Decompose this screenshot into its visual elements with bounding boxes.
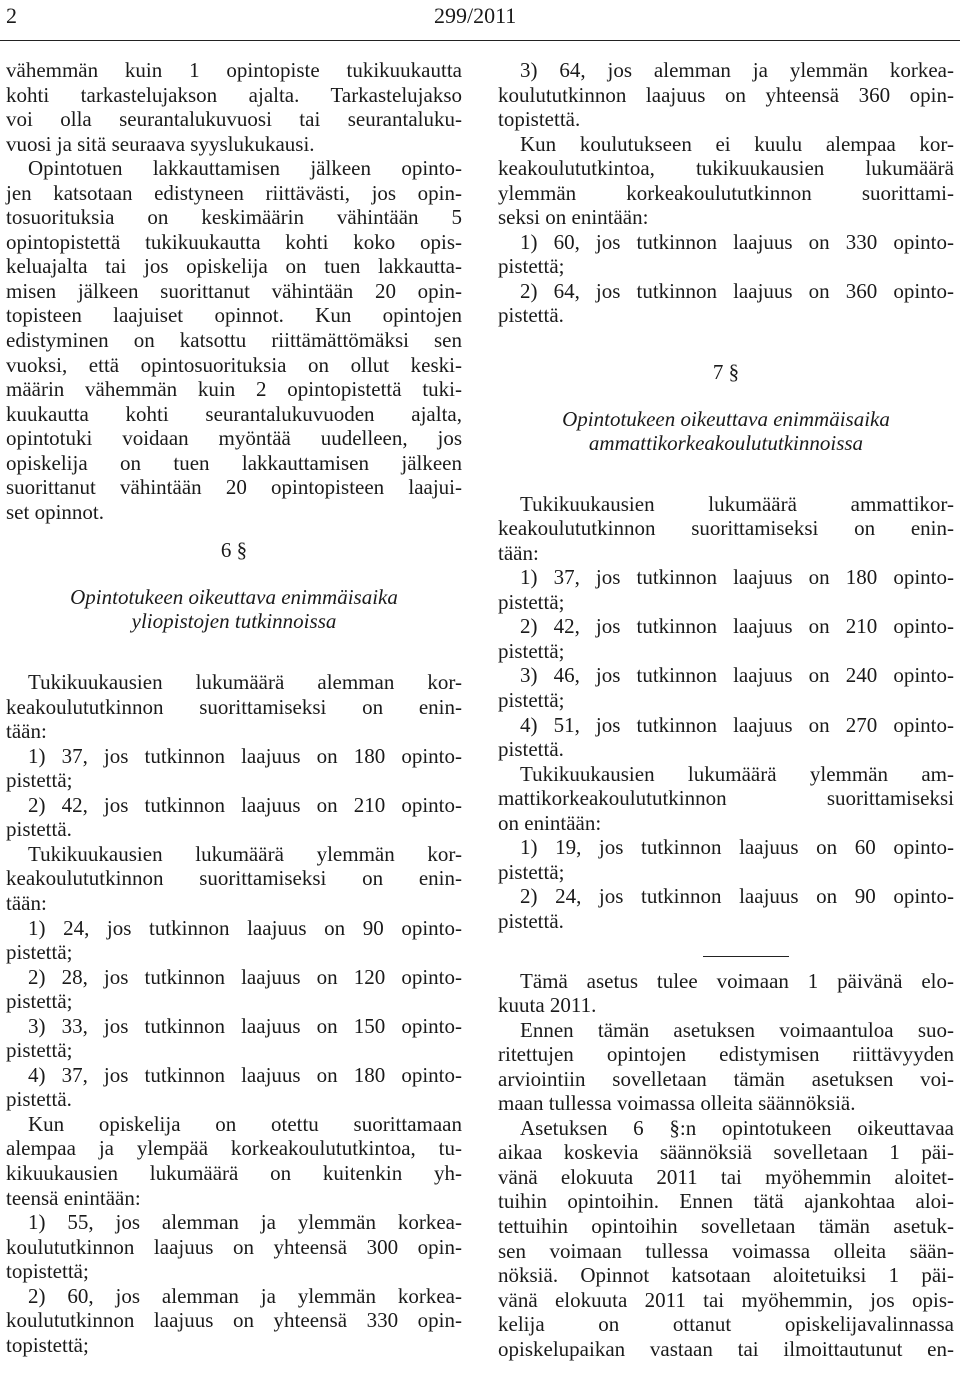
section-title: Opintotukeen oikeuttava enimmäisaika <box>562 406 890 431</box>
list-item-cont: koulututkinnon laajuus on yhteensä 300 opin- <box>6 1234 462 1259</box>
text-line: tään: <box>6 719 47 744</box>
text-line: suorittanut vähintään 20 opintopisteen laajui- <box>6 475 462 500</box>
text-line: keakoulututkintoa, tukikuukausien lukumäärä <box>498 156 954 181</box>
text-line: keakoulututkinnon suorittamiseksi on enin- <box>6 866 462 891</box>
list-item: 2) 42, jos tutkinnon laajuus on 210 opinto- <box>520 614 954 639</box>
text-line: Tukikuukausien lukumäärä ammattikor- <box>520 491 954 516</box>
section-title: yliopistojen tutkinnoissa <box>131 609 337 634</box>
text-line: Tukikuukausien lukumäärä ylemmän kor- <box>28 841 462 866</box>
paragraph <box>6 842 462 916</box>
text-line: aikaa koskevia säännöksiä sovelletaan 1 päi- <box>498 1140 954 1165</box>
list-item-cont: pistettä. <box>6 817 72 842</box>
paragraph <box>498 132 954 230</box>
paragraph <box>6 156 462 524</box>
list <box>6 916 462 1112</box>
list-item: 1) 55, jos alemman ja ylemmän korkea- <box>28 1210 462 1235</box>
list-item: 1) 37, jos tutkinnon laajuus on 180 opinto- <box>520 565 954 590</box>
paragraph <box>498 1116 954 1361</box>
text-line: kikuukausien lukumäärä on kuitenkin yh- <box>6 1160 462 1185</box>
text-line: keakoulututkinnon suorittamiseksi on enin- <box>6 694 462 719</box>
list-item-cont: topistettä; <box>6 1332 89 1357</box>
text-line: Ennen tämän asetuksen voimaantuloa suo- <box>520 1017 954 1042</box>
list-item: 2) 60, jos alemman ja ylemmän korkea- <box>28 1283 462 1308</box>
text-line: keakoulututkinnon suorittamiseksi on enin- <box>498 516 954 541</box>
text-line: vänä elokuuta 2011 tai myöhemmin aloitet- <box>498 1164 954 1189</box>
section-title: ammattikorkeakoulututkinnoissa <box>588 431 864 456</box>
text-line: edistyminen on katsottu riittämättömäksi sen <box>6 328 462 353</box>
page-number: 2 <box>6 3 17 28</box>
text-line: tosuorituksia on keskimäärin vähintään 5 <box>6 205 462 230</box>
text-line: Opintotuen lakkauttamisen jälkeen opinto- <box>28 156 462 181</box>
left-column <box>6 58 462 1357</box>
section-number: 7 § <box>712 360 740 385</box>
list <box>498 230 954 328</box>
list-item: 3) 64, jos alemman ja ylemmän korkea- <box>520 58 954 82</box>
list-item-cont: pistettä; <box>6 1038 73 1063</box>
text-line: set opinnot. <box>6 499 104 524</box>
list-item-cont: pistettä. <box>498 908 564 933</box>
paragraph <box>6 58 462 156</box>
paragraph <box>6 1112 462 1210</box>
list-item: 4) 51, jos tutkinnon laajuus on 270 opinto- <box>520 712 954 737</box>
text-line: alempaa ja ylempää korkeakoulututkintoa, tu- <box>6 1136 462 1161</box>
text-line: seksi on enintään: <box>498 205 649 230</box>
text-line: Tukikuukausien lukumäärä alemman kor- <box>28 670 462 695</box>
list <box>6 744 462 842</box>
list-item-cont: koulututkinnon laajuus on yhteensä 330 opin- <box>6 1308 462 1333</box>
text-line: tettuihin opintoihin sovelletaan tämän asetuk- <box>498 1213 954 1238</box>
list-item: 1) 24, jos tutkinnon laajuus on 90 opinto- <box>28 915 462 940</box>
text-line: opiskelupaikan vastaan tai ilmoittautunut en- <box>498 1336 954 1361</box>
text-line: kohti tarkastelujakson ajalta. Tarkastelujakso <box>6 82 462 107</box>
list-item-cont: topistettä. <box>498 107 581 132</box>
text-line: vähemmän kuin 1 opintopiste tukikuukautta <box>6 58 462 82</box>
text-line: sen voimaan tullessa voimassa olleita sään- <box>498 1238 954 1263</box>
text-line: vuosi ja sitä seuraava syyslukukausi. <box>6 131 315 156</box>
list-item: 1) 19, jos tutkinnon laajuus on 60 opinto- <box>520 835 954 860</box>
text-line: vänä elokuuta 2011 tai myöhemmin, jos opis- <box>498 1287 954 1312</box>
list-item: 1) 37, jos tutkinnon laajuus on 180 opinto- <box>28 743 462 768</box>
list-item-cont: pistettä. <box>6 1087 72 1112</box>
paragraph <box>498 492 954 566</box>
text-line: tuihin opintoihin. Ennen tätä ajankohtaa aloi- <box>498 1189 954 1214</box>
text-line: opintotuki voidaan myöntää uudelleen, jos <box>6 426 462 451</box>
text-line: nöksiä. Opinnot katsotaan aloitetuiksi 1 päi- <box>498 1263 954 1288</box>
list-item-cont: pistettä; <box>498 688 565 713</box>
list-item-cont: koulututkinnon laajuus on yhteensä 360 opin- <box>498 82 954 107</box>
text-line: teensä enintään: <box>6 1185 141 1210</box>
list-item-cont: pistettä; <box>498 638 565 663</box>
text-line: ylemmän korkeakoulututkinnon suorittami- <box>498 180 954 205</box>
list <box>498 835 954 933</box>
text-line: keluajalta tai jos opiskelija on tuen lakkautta- <box>6 254 462 279</box>
list <box>6 1210 462 1357</box>
text-line: tään: <box>498 540 539 565</box>
text-line: jen katsotaan edistyneen riittävästi, jos opin- <box>6 180 462 205</box>
list-item-cont: pistettä. <box>498 737 564 762</box>
paragraph <box>498 1018 954 1116</box>
text-line: kuuta 2011. <box>498 993 597 1018</box>
list-item-cont: pistettä; <box>6 940 73 965</box>
list-item-cont: topistettä; <box>6 1259 89 1284</box>
list-item: 2) 42, jos tutkinnon laajuus on 210 opinto- <box>28 792 462 817</box>
list-item-cont: pistettä; <box>498 254 565 279</box>
paragraph <box>498 969 954 1018</box>
text-line: maan tullessa voimassa olleita säännöksiä. <box>498 1091 856 1116</box>
list-item-cont: pistettä; <box>498 859 565 884</box>
text-line: opintopistettä tukikuukautta kohti koko opis- <box>6 229 462 254</box>
list-item: 3) 33, jos tutkinnon laajuus on 150 opinto- <box>28 1013 462 1038</box>
list-item: 2) 24, jos tutkinnon laajuus on 90 opinto- <box>520 884 954 909</box>
list <box>498 58 954 132</box>
list-item-cont: pistettä. <box>498 303 564 328</box>
text-line: Kun koulutukseen ei kuulu alempaa kor- <box>520 131 954 156</box>
list-item: 4) 37, jos tutkinnon laajuus on 180 opinto- <box>28 1062 462 1087</box>
list-item-cont: pistettä; <box>6 989 73 1014</box>
list-item: 3) 46, jos tutkinnon laajuus on 240 opinto- <box>520 663 954 688</box>
separator-rule <box>703 956 789 957</box>
text-line: arviointiin sovelletaan tämän asetuksen voi- <box>498 1066 954 1091</box>
text-line: ritettujen opintojen edistymisen riittävyyden <box>498 1042 954 1067</box>
text-line: on enintään: <box>498 810 602 835</box>
text-line: misen jälkeen suorittanut vähintään 20 opin- <box>6 278 462 303</box>
text-line: mattikorkeakoulututkinnon suorittamiseksi <box>498 786 954 811</box>
list-item: 2) 64, jos tutkinnon laajuus on 360 opinto- <box>520 278 954 303</box>
text-line: kelija on ottanut opiskelijavalinnassa <box>498 1312 954 1337</box>
text-line: voi olla seurantalukuvuosi tai seurantaluku- <box>6 107 462 132</box>
list-item-cont: pistettä; <box>6 768 73 793</box>
text-line: tään: <box>6 890 47 915</box>
text-line: kuukautta kohti seurantalukuvuoden ajalta, <box>6 401 462 426</box>
text-line: topisteen laajuiset opinnot. Kun opintojen <box>6 303 462 328</box>
text-line: Kun opiskelija on otettu suorittamaan <box>28 1111 462 1136</box>
text-line: Tukikuukausien lukumäärä ylemmän am- <box>520 761 954 786</box>
text-line: Tämä asetus tulee voimaan 1 päivänä elo- <box>520 968 954 993</box>
list-item-cont: pistettä; <box>498 589 565 614</box>
text-line: Asetuksen 6 §:n opintotukeen oikeuttavaa <box>520 1115 954 1140</box>
document-number: 299/2011 <box>434 3 517 28</box>
paragraph <box>498 762 954 836</box>
text-line: määrin vähemmän kuin 2 opintopistettä tuki- <box>6 377 462 402</box>
list <box>498 565 954 761</box>
section-number: 6 § <box>220 538 248 563</box>
section-title: Opintotukeen oikeuttava enimmäisaika <box>70 584 398 609</box>
text-line: opiskelija on tuen lakkauttamisen jälkeen <box>6 450 462 475</box>
text-line: vuoksi, että opintosuorituksia on ollut keski- <box>6 352 462 377</box>
right-column <box>498 58 954 1361</box>
list-item: 1) 60, jos tutkinnon laajuus on 330 opinto- <box>520 229 954 254</box>
list-item: 2) 28, jos tutkinnon laajuus on 120 opinto- <box>28 964 462 989</box>
paragraph <box>6 670 462 744</box>
page-header <box>0 0 960 41</box>
